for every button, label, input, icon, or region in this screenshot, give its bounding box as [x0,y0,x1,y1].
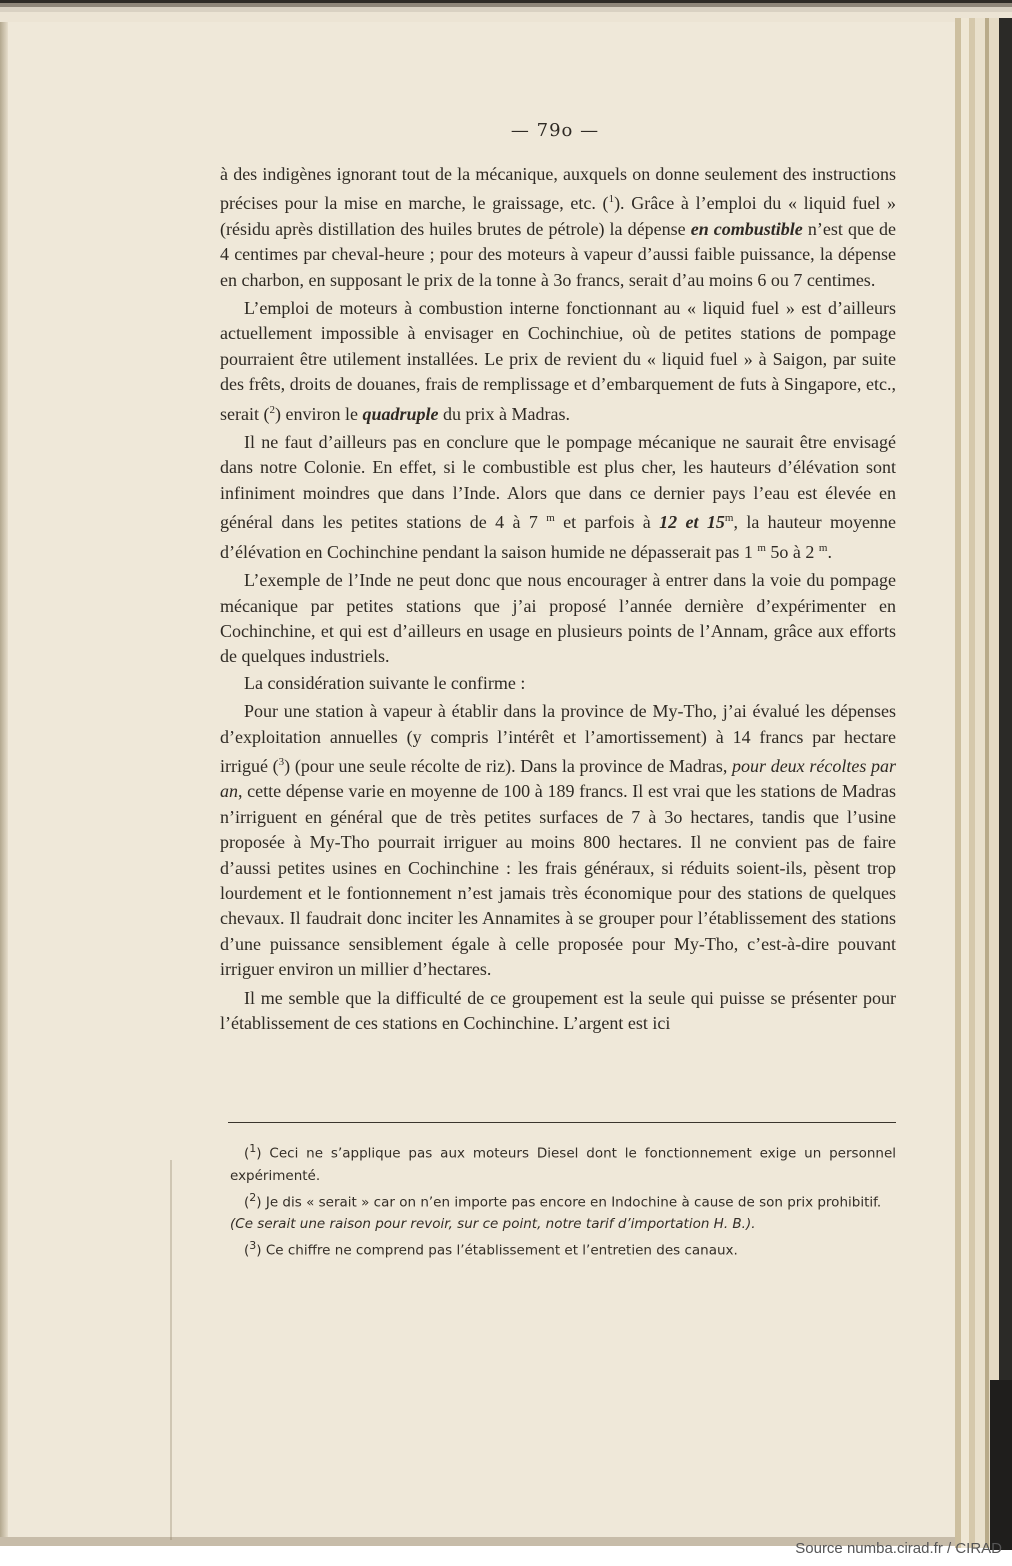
text-run: et parfois à [554,512,660,533]
footnote-text: Ce chiffre ne comprend pas l’établissement et l’entretien des canaux. [261,1242,738,1259]
paragraph-4: L’exemple de l’Inde ne peut donc que nous encourager à entrer dans la voie du pompage mécanique par petites stations que j’ai proposé l’année dernière d’expérimenter en Cochinchine, et qui est d’ailleurs en usage en plusieurs points de l’Annam, grâce aux efforts de quelques industriels. [220,570,896,667]
page-number: — 79o — [510,120,600,141]
text-run: 5o à 2 [765,541,819,562]
unit-superscript: m [757,541,766,554]
paragraph-6 [220,699,896,982]
unit-superscript: m [818,541,828,554]
unit-superscript: m [724,512,734,525]
text-run: Il ne faut d’ailleurs pas en conclure que le pompage mécanique ne saurait être envisagé dans notre Colonie. En effet, si le combustible est plus cher, les hauteurs d’élévation sont infiniment moindres que dans l’Inde. Alors que dans ce dernier pays l’eau est élevée en général dans les petites stations de 4 à 7 [220,432,896,533]
text-run: L’emploi de moteurs à combustion interne fonctionnant au « liquid fuel » est d’ailleurs actuellement impossible à envisager en Cochinchiue, où de petites stations de pompage pourraient être utilement installées. Le prix de revient du « liquid fuel » à Saigon, par suite des frêts, droits de douanes, frais de remplissage et d’embarquement de futs à Singapore, etc., serait ( [220,298,896,424]
footnote-2: ($^2$) Je dis « serait » car on n’en importe pas encore en Indochine à cause de son prix prohibitif. [244,1190,882,1210]
footnote-text: Ceci ne s’applique pas aux moteurs Diesel dont le fonctionnement exige un personnel expérimenté. [230,1145,896,1184]
footnote-number: 1 [249,1142,257,1155]
footnote-ref: 1 [608,193,615,206]
footnote-3: ($^3$) Ce chiffre ne comprend pas l’établissement et l’entretien des canaux. [244,1239,738,1259]
paragraph-3 [220,430,896,565]
footnote-number: 2 [249,1190,257,1204]
text-run: ) (pour une seule récolte de riz). Dans la province de Madras, [284,755,733,776]
footnote-2-continued [230,1213,896,1235]
footnote-ref: 2 [269,403,275,416]
paragraph-5: La considération suivante le confirme : [244,672,526,693]
footnote-1: ($^1$) Ceci ne s’applique pas aux moteurs Diesel dont le fonctionnement exige un personnel expérimenté. [230,1142,896,1184]
page-stack-edge [955,18,1012,1548]
text-run: du prix à Madras. [438,403,570,424]
emphasis: 12 et 15 [659,512,725,533]
emphasis: quadruple [362,403,439,424]
footnote-number: 3 [249,1239,257,1252]
text-run: ). Grâce à l’emploi du « liquid fuel » (résidu après distillation des huiles brutes de pétrole) la dépense [220,193,897,239]
paragraph-2 [220,296,896,427]
text-run: ) environ le [274,403,363,424]
text-run: Pour une station à vapeur à établir dans la province de My-Tho, j’ai évalué les dépenses d’exploitation annuelles (y compris l’intérêt et l’amortissement) à 14 francs par hectare irrigué ( [220,701,896,776]
paragraph-7: Il me semble que la difficulté de ce groupement est la seule qui puisse se présenter pour l’établissement de ces stations en Cochinchine. L’argent est ici [220,987,896,1033]
text-run: n’est que de 4 centimes par cheval-heure ; pour des moteurs à vapeur d’aussi faible puissance, la dépense en charbon, en supposant le prix de la tonne à 3o francs, serait d’au moins 6 ou 7 centimes. [220,218,897,290]
footnote-text: Je dis « serait » car on n’en importe pas encore en Indochine à cause de son prix prohibitif. [261,1194,882,1210]
body-text [220,162,896,1036]
footnote-text: (Ce serait une raison pour revoir, sur ce point, notre tarif d’importation H. B.). [230,1216,756,1232]
text-run: à des indigènes ignorant tout de la mécanique, auxquels on donne seulement des instructions précises pour la mise en marche, le graissage, etc. ( [220,164,896,214]
text-run: . [827,541,832,562]
text-run: , cette dépense varie en moyenne de 100 à 189 francs. Il est vrai que les stations de Madras n’irriguent en général que de très petites surfaces de 7 à 3o hectares, tandis que l’usine proposée à My-Tho pourrait irriguer au moins 800 hectares. Il ne convient pas de faire d’aussi petites usines en Cochinchine : les frais généraux, si réduits soient-ils, pèsent trop lourdement et le fontionnement n’est jamais très économique pour des stations de quelques chevaux. Il faudrait donc inciter les Annamites à se grouper pour l’établissement des stations d’une puissance sensiblement égale à celle proposée pour My-Tho, c’est-à-dire pouvant irriguer environ un millier d’hectares. [220,781,896,980]
binding-corner [990,1380,1012,1550]
emphasis: en combustible [690,218,803,239]
text-run: , la hauteur moyenne d’élévation en Cochinchine pendant la saison humide ne dépasserait pas 1 [220,512,896,562]
source-credit: Source numba.cirad.fr / CIRAD [795,1540,1002,1557]
paragraph-1 [220,162,896,293]
footnote-ref: 3 [278,755,285,768]
emphasis: pour deux récoltes par an [220,755,896,802]
footnotes [230,1138,896,1262]
footnote-divider [228,1122,896,1123]
unit-superscript: m [546,512,555,525]
